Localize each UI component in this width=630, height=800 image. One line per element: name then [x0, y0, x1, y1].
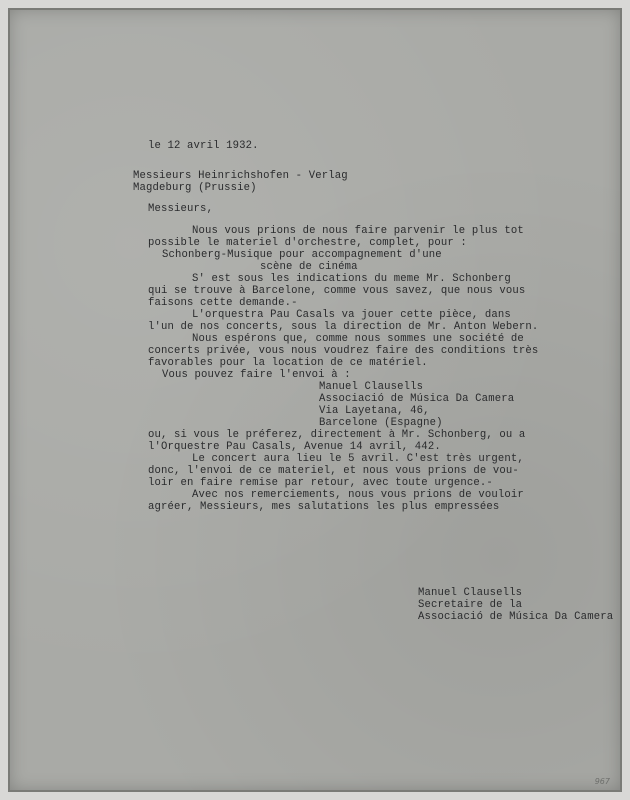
signature-name: Manuel Clausells [418, 587, 523, 599]
body-line: S' est sous les indications du meme Mr. Schonberg [192, 273, 511, 285]
body-line: faisons cette demande.- [148, 297, 298, 309]
body-line: possible le materiel d'orchestre, complet, pour : [148, 237, 467, 249]
body-line: Le concert aura lieu le 5 avril. C'est très urgent, [192, 453, 524, 465]
body-line: L'orquestra Pau Casals va jouer cette pièce, dans [192, 309, 511, 321]
letter-page [8, 8, 622, 792]
archive-mark: 967 [594, 777, 610, 786]
body-line: loir en faire remise par retour, avec toute urgence.- [148, 477, 493, 489]
body-line: agréer, Messieurs, mes salutations les plus empressées [148, 501, 500, 513]
recipient-line-1: Messieurs Heinrichshofen - Verlag [133, 170, 348, 182]
body-line: l'Orquestre Pau Casals, Avenue 14 avril, 442. [148, 441, 441, 453]
body-line: concerts privée, vous nous voudrez faire des conditions très [148, 345, 539, 357]
typed-letter [8, 8, 622, 792]
body-line: donc, l'envoi de ce materiel, et nous vous prions de vou- [148, 465, 519, 477]
signature-title: Secretaire de la [418, 599, 523, 611]
body-line: favorables pour la location de ce matériel. [148, 357, 428, 369]
address-line: Via Layetana, 46, [319, 405, 430, 417]
body-line: Nous espérons que, comme nous sommes une société de [192, 333, 524, 345]
body-line: ou, si vous le préferez, directement à Mr. Schonberg, ou a [148, 429, 526, 441]
address-line: Associació de Música Da Camera [319, 393, 515, 405]
recipient-line-2: Magdeburg (Prussie) [133, 182, 257, 194]
body-line: Avec nos remerciements, nous vous prions de vouloir [192, 489, 524, 501]
body-line: scène de cinéma [260, 261, 358, 273]
body-line: Schonberg-Musique pour accompagnement d'une [162, 249, 442, 261]
salutation: Messieurs, [148, 203, 214, 215]
body-line: Vous pouvez faire l'envoi à : [162, 369, 351, 381]
address-line: Barcelone (Espagne) [319, 417, 443, 429]
signature-organization: Associació de Música Da Camera [418, 611, 614, 623]
body-line: qui se trouve à Barcelone, comme vous savez, que nous vous [148, 285, 526, 297]
body-line: Nous vous prions de nous faire parvenir le plus tot [192, 225, 524, 237]
address-line: Manuel Clausells [319, 381, 424, 393]
letter-date: le 12 avril 1932. [148, 140, 259, 152]
body-line: l'un de nos concerts, sous la direction de Mr. Anton Webern. [148, 321, 539, 333]
